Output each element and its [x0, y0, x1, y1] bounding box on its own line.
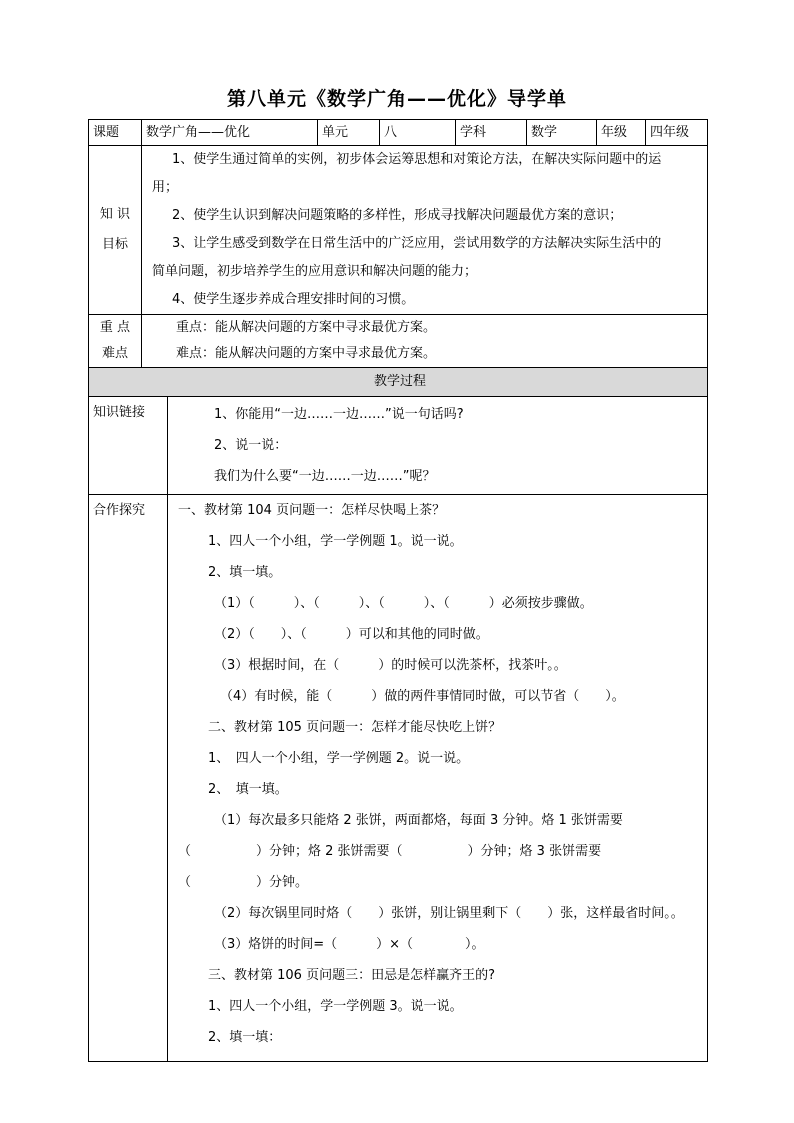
key-points-label-line1: 重 点: [99, 320, 131, 335]
goal-line-1-cont: 用；: [152, 180, 179, 195]
explore-line-9: 1、 四人一个小组，学一学例题 2。说一说。: [208, 750, 470, 766]
explore-line-3: 2、填一填。: [208, 564, 282, 580]
explore-line-17: 1、四人一个小组，学一学例题 3。说一说。: [208, 998, 463, 1014]
unit-value: 八: [380, 120, 456, 146]
key-points-label-cell: [89, 315, 142, 368]
goal-line-4: 4、使学生逐步养成合理安排时间的习惯。: [172, 292, 415, 307]
explore-line-13: （ ）分钟。: [178, 874, 309, 890]
unit-label: 单元: [318, 120, 380, 146]
explore-line-1: 一、教材第 104 页问题一：怎样尽快喝上茶？: [178, 502, 446, 518]
grade-value: 四年级: [646, 120, 708, 146]
explore-line-7: （4）有时候，能（ ）做的两件事情同时做，可以节省（ ）。: [220, 688, 625, 704]
explore-line-4: （1）（ ）、（ ）、（ ）、（ ）必须按步骤做。: [214, 595, 593, 611]
explore-line-8: 二、教材第 105 页问题一：怎样才能尽快吃上饼？: [208, 719, 502, 735]
goals-label-cell: [89, 146, 142, 315]
link-line-1: 1、你能用“一边……一边……”说一句话吗?: [214, 406, 464, 422]
grade-label: 年级: [597, 120, 646, 146]
process-header: 教学过程: [89, 368, 708, 397]
key-points-row: [89, 315, 708, 368]
subject-value: 数学: [527, 120, 597, 146]
lesson-sheet-table: [88, 119, 708, 1062]
explore-line-2: 1、四人一个小组，学一学例题 1。说一说。: [208, 533, 463, 549]
explore-line-11: （1）每次最多只能烙 2 张饼，两面都烙，每面 3 分钟。烙 1 张饼需要: [214, 812, 623, 828]
goal-line-1: 1、使学生通过简单的实例，初步体会运筹思想和对策论方法，在解决实际问题中的运: [172, 152, 662, 167]
link-row: [89, 397, 708, 495]
link-line-3: 我们为什么要“一边……一边……”呢？: [214, 468, 436, 484]
goal-line-2: 2、使学生认识到解决问题策略的多样性，形成寻找解决问题最优方案的意识；: [172, 208, 623, 223]
goals-content: [142, 146, 708, 315]
goals-row: [89, 146, 708, 315]
link-line-2: 2、说一说：: [214, 437, 288, 453]
explore-line-6: （3）根据时间，在（ ）的时候可以洗茶杯，找茶叶。。: [214, 657, 567, 673]
explore-line-15: （3）烙饼的时间=（ ）×（ ）。: [214, 936, 485, 952]
explore-line-12: （ ）分钟；烙 2 张饼需要（ ）分钟；烙 3 张饼需要: [178, 843, 602, 859]
goals-label-line1: 知 识: [99, 207, 131, 222]
link-label: 知识链接: [89, 397, 168, 495]
goal-line-3-cont: 简单问题，初步培养学生的应用意识和解决问题的能力；: [152, 264, 478, 279]
explore-line-14: （2）每次锅里同时烙（ ）张饼，别让锅里剩下（ ）张，这样最省时间。。: [214, 905, 684, 921]
key-points-label-line2: 难点: [101, 346, 128, 361]
subject-label: 学科: [456, 120, 527, 146]
key-points-content: [142, 315, 708, 368]
link-content: [168, 397, 708, 495]
key-point: 重点：能从解决问题的方案中寻求最优方案。: [176, 320, 437, 335]
info-row: [89, 120, 708, 146]
topic-value: 数学广角——优化: [142, 120, 318, 146]
goals-label-line2: 目标: [101, 237, 128, 252]
process-header-row: [89, 368, 708, 397]
explore-line-5: （2）（ ）、（ ）可以和其他的同时做。: [214, 626, 489, 642]
explore-row: [89, 495, 708, 1062]
document-title: 第八单元《数学广角——优化》导学单: [226, 88, 567, 110]
goal-line-3: 3、让学生感受到数学在日常生活中的广泛应用，尝试用数学的方法解决实际生活中的: [172, 236, 662, 251]
explore-line-16: 三、教材第 106 页问题三：田忌是怎样赢齐王的?: [208, 967, 495, 983]
explore-content: [168, 495, 708, 1062]
difficult-point: 难点：能从解决问题的方案中寻求最优方案。: [176, 346, 437, 361]
explore-line-10: 2、 填一填。: [208, 781, 288, 797]
explore-line-18: 2、填一填：: [208, 1029, 282, 1045]
topic-label: 课题: [89, 120, 142, 146]
explore-label: 合作探究: [89, 495, 168, 1062]
